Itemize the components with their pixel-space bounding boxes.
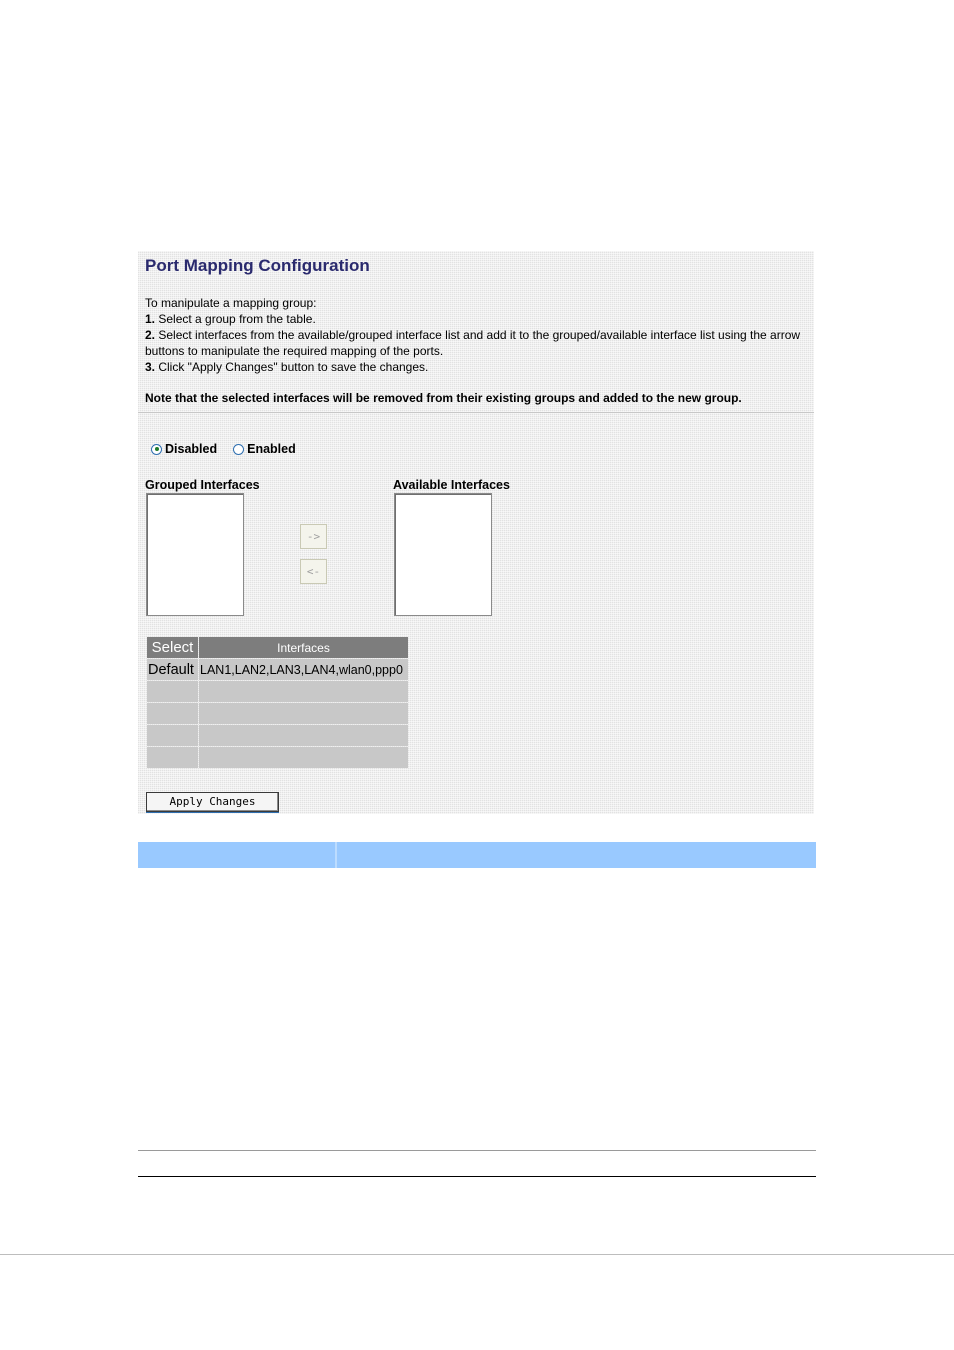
table-row[interactable] xyxy=(147,703,408,724)
row-select-cell[interactable] xyxy=(147,681,198,702)
instructions-intro: To manipulate a mapping group: xyxy=(145,296,317,310)
divider xyxy=(138,412,814,413)
table-header-row xyxy=(147,637,408,658)
row-interfaces-cell xyxy=(199,681,408,702)
available-interfaces-list[interactable] xyxy=(394,493,492,616)
table-row[interactable] xyxy=(147,725,408,746)
mode-radio-group xyxy=(151,442,296,456)
instruction-step-3: 3. Click "Apply Changes" button to save the changes. xyxy=(145,360,429,374)
row-interfaces-cell xyxy=(199,747,408,768)
select-column-header: Select xyxy=(147,637,198,658)
disabled-radio[interactable] xyxy=(151,444,162,455)
page-title: Port Mapping Configuration xyxy=(145,256,370,275)
instruction-step-2: 2. Select interfaces from the available/grouped interface list and add it to the grouped/available interface list using the arrow buttons to manipulate the required mapping of the ports. xyxy=(145,328,801,358)
row-select-cell[interactable]: Default xyxy=(147,659,198,680)
instruction-step-1: 1. Select a group from the table. xyxy=(145,312,316,326)
enabled-radio-label[interactable]: Enabled xyxy=(247,442,296,456)
table-row[interactable] xyxy=(147,659,408,680)
row-select-cell[interactable] xyxy=(147,747,198,768)
description-table-header xyxy=(138,842,816,868)
mapping-group-table xyxy=(146,636,409,769)
port-mapping-panel xyxy=(138,251,814,814)
interfaces-column-header: Interfaces xyxy=(199,637,408,658)
grouped-interfaces-label: Grouped Interfaces xyxy=(145,478,260,492)
enabled-radio[interactable] xyxy=(233,444,244,455)
add-arrow-button[interactable]: -> xyxy=(300,524,327,549)
row-interfaces-cell xyxy=(199,703,408,724)
row-select-cell[interactable] xyxy=(147,703,198,724)
row-interfaces-cell: LAN1,LAN2,LAN3,LAN4,wlan0,ppp0 xyxy=(199,659,408,680)
grouped-interfaces-list[interactable] xyxy=(146,493,244,616)
remove-arrow-button[interactable]: <- xyxy=(300,559,327,584)
disabled-radio-label[interactable]: Disabled xyxy=(165,442,218,456)
page-footer-line xyxy=(0,1254,954,1255)
table-row[interactable] xyxy=(147,681,408,702)
divider xyxy=(138,1150,816,1151)
note-text: Note that the selected interfaces will be removed from their existing groups and added to the new group. xyxy=(145,391,742,405)
apply-changes-button[interactable]: Apply Changes xyxy=(146,792,279,812)
description-table-header-divider xyxy=(335,842,337,868)
row-select-cell[interactable] xyxy=(147,725,198,746)
available-interfaces-label: Available Interfaces xyxy=(393,478,510,492)
instructions xyxy=(145,295,814,375)
row-interfaces-cell xyxy=(199,725,408,746)
table-row[interactable] xyxy=(147,747,408,768)
divider xyxy=(138,1176,816,1177)
